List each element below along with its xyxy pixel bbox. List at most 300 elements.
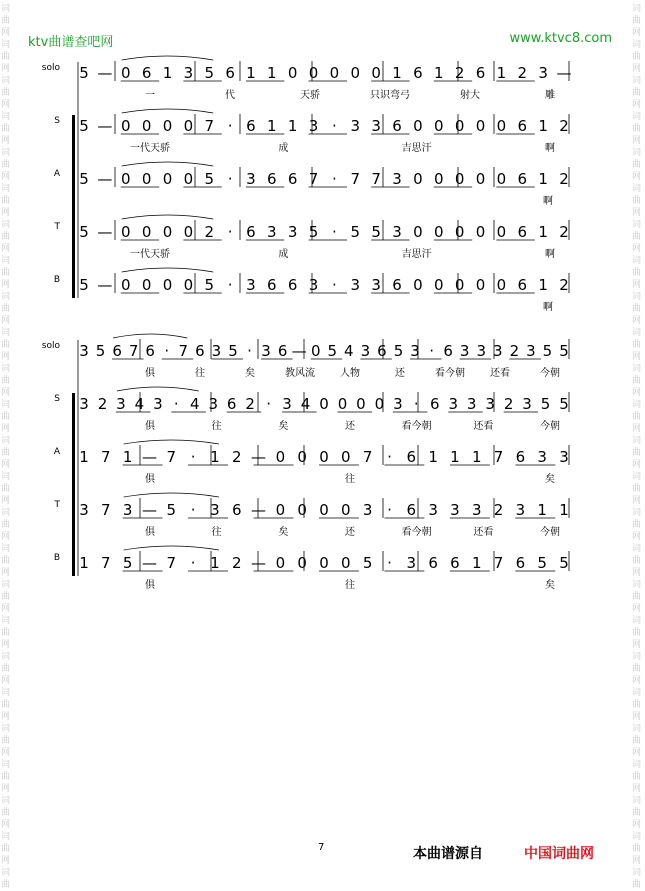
lyric-text: 往 — [211, 421, 222, 432]
watermark-char: 网 — [1, 28, 11, 38]
watermark-char: 词 — [632, 760, 642, 770]
watermark-char: 网 — [1, 100, 11, 110]
watermark-char: 曲 — [1, 232, 11, 242]
watermark-char: 词 — [1, 256, 11, 266]
watermark-char: 词 — [632, 184, 642, 194]
note-digit: 6 — [515, 554, 526, 572]
watermark-char: 网 — [632, 604, 642, 614]
note-digit: 2 — [559, 170, 569, 188]
note-digit: 2 — [517, 64, 528, 82]
lyric-text: 还看 — [473, 421, 494, 432]
watermark-char: 曲 — [1, 880, 11, 890]
note-digit: 3 — [79, 395, 89, 413]
watermark-char: 词 — [1, 832, 11, 842]
watermark-char: 词 — [1, 796, 11, 806]
lyric-text: 成 — [278, 143, 289, 154]
slur-arc — [122, 162, 213, 166]
note-digit: 6 — [377, 342, 387, 360]
note-digit: 3 — [392, 170, 402, 188]
watermark-char: 网 — [632, 568, 642, 578]
note-digit: · — [413, 395, 419, 413]
lyric-text: 俱 — [145, 527, 155, 538]
note-digit: 0 — [162, 223, 173, 241]
note-digit: 0 — [141, 276, 152, 294]
note-digit: 5 — [393, 342, 404, 360]
note-digit: 2 — [503, 395, 514, 413]
note-digit: 5 — [371, 223, 381, 241]
watermark-char: 网 — [632, 316, 642, 326]
note-digit: 5 — [79, 223, 89, 241]
lyric-text: 俱 — [145, 368, 155, 379]
note-digit: 3 — [183, 64, 194, 82]
note-digit: 0 — [319, 448, 329, 466]
watermark-char: 词 — [1, 760, 11, 770]
watermark-char: 曲 — [1, 772, 11, 782]
note-digit: 6 — [141, 64, 152, 82]
note-digit: 3 — [466, 395, 477, 413]
watermark-char: 网 — [632, 244, 642, 254]
watermark-char: 曲 — [632, 196, 642, 206]
note-digit: 0 — [371, 64, 381, 82]
lyric-text: 天骄 — [300, 90, 320, 101]
watermark-char: 词 — [632, 76, 642, 86]
lyric-text: 矣 — [545, 474, 555, 485]
note-digit: — — [291, 342, 307, 360]
watermark-char: 曲 — [1, 160, 11, 170]
watermark-char: 词 — [1, 292, 11, 302]
note-digit: — — [556, 64, 572, 82]
note-digit: 0 — [162, 276, 173, 294]
note-digit: 3 — [459, 342, 470, 360]
note-digit: · — [227, 170, 233, 188]
note-digit: 0 — [341, 501, 351, 519]
watermark-char: 词 — [632, 220, 642, 230]
watermark-char: 网 — [632, 424, 642, 434]
note-digit: 0 — [287, 64, 298, 82]
note-digit: 0 — [120, 117, 131, 135]
watermark-char: 网 — [632, 784, 642, 794]
note-digit: 1 — [538, 170, 548, 188]
watermark-char: 曲 — [632, 268, 642, 278]
note-digit: — — [97, 223, 113, 241]
note-digit: · — [332, 223, 337, 241]
watermark-char: 网 — [1, 352, 11, 362]
note-digit: — — [141, 448, 157, 466]
note-digit: 6 — [450, 554, 460, 572]
watermark-char: 网 — [632, 136, 642, 146]
note-digit: 0 — [319, 501, 329, 519]
watermark-char: 曲 — [632, 484, 642, 494]
note-digit: 0 — [475, 170, 486, 188]
note-digit: 5 — [95, 342, 106, 360]
note-digit: 0 — [275, 501, 286, 519]
note-digit: 6 — [287, 276, 298, 294]
note-digit: 0 — [310, 342, 321, 360]
note-digit: 1 — [537, 501, 547, 519]
choir-bracket — [72, 393, 75, 576]
lyric-text: 俱 — [145, 474, 155, 485]
watermark-char: 曲 — [632, 16, 642, 26]
note-digit: 7 — [493, 554, 504, 572]
note-digit: 0 — [275, 448, 286, 466]
note-digit: 6 — [246, 117, 256, 135]
note-digit: 1 — [79, 448, 89, 466]
note-digit: 5 — [79, 117, 89, 135]
note-digit: · — [227, 223, 233, 241]
note-digit: 1 — [210, 448, 220, 466]
note-digit: 7 — [101, 554, 111, 572]
lyric-text: 一 — [145, 90, 155, 101]
lyric-text: 俱 — [145, 580, 155, 591]
note-digit: 3 — [153, 395, 163, 413]
note-digit: 3 — [246, 276, 256, 294]
lyric-text: 吉思汗 — [401, 143, 432, 154]
note-digit: 3 — [308, 276, 319, 294]
watermark-char: 曲 — [632, 736, 642, 746]
note-digit: 6 — [267, 170, 277, 188]
note-digit: 3 — [476, 342, 487, 360]
watermark-char: 曲 — [1, 268, 11, 278]
slur-arc — [122, 109, 213, 113]
slur-arc — [122, 268, 213, 272]
watermark-char: 网 — [632, 64, 642, 74]
note-digit: · — [332, 276, 337, 294]
note-digit: 1 — [434, 64, 444, 82]
note-digit: · — [387, 554, 392, 572]
watermark-char: 曲 — [632, 52, 642, 62]
note-digit: 0 — [475, 117, 486, 135]
note-digit: 1 — [559, 501, 569, 519]
note-digit: 0 — [496, 170, 507, 188]
note-digit: 1 — [471, 554, 482, 572]
note-digit: 2 — [559, 276, 569, 294]
note-digit: 3 — [308, 117, 319, 135]
note-digit: 2 — [204, 223, 214, 241]
lyric-text: 人物 — [340, 368, 360, 379]
note-digit: 7 — [371, 170, 381, 188]
slur-arc — [124, 493, 219, 497]
watermark-char: 曲 — [1, 88, 11, 98]
slur-arc — [124, 546, 219, 550]
note-digit: 7 — [204, 117, 214, 135]
watermark-char: 曲 — [632, 160, 642, 170]
note-digit: 7 — [101, 448, 111, 466]
lyric-text: 矣 — [245, 368, 255, 379]
note-digit: 0 — [496, 276, 507, 294]
watermark-char: 网 — [1, 496, 11, 506]
watermark-char: 词 — [632, 40, 642, 50]
watermark-char: 网 — [1, 676, 11, 686]
note-digit: 7 — [101, 501, 111, 519]
note-digit: 0 — [434, 117, 444, 135]
note-digit: 7 — [493, 448, 504, 466]
note-digit: — — [141, 501, 157, 519]
watermark-char: 网 — [632, 352, 642, 362]
note-digit: 1 — [538, 276, 548, 294]
watermark-char: 词 — [1, 580, 11, 590]
lyric-text: 还 — [395, 368, 405, 379]
watermark-char: 词 — [632, 652, 642, 662]
watermark-char: 网 — [1, 604, 11, 614]
note-digit: 0 — [162, 170, 173, 188]
note-digit: · — [332, 170, 337, 188]
watermark-char: 网 — [1, 172, 11, 182]
watermark-char: 曲 — [632, 88, 642, 98]
note-digit: 3 — [261, 342, 271, 360]
note-digit: 6 — [225, 64, 235, 82]
watermark-char: 词 — [1, 724, 11, 734]
watermark-char: 词 — [632, 472, 642, 482]
note-digit: 0 — [434, 276, 444, 294]
note-digit: 5 — [204, 64, 214, 82]
voice-label: S — [54, 394, 60, 404]
note-digit: 1 — [392, 64, 402, 82]
watermark-char: 网 — [632, 820, 642, 830]
note-digit: 5 — [362, 554, 373, 572]
note-digit: 6 — [443, 342, 453, 360]
lyric-text: 往 — [211, 527, 222, 538]
voice-label: A — [53, 447, 60, 457]
note-digit: 0 — [454, 170, 465, 188]
note-digit: 5 — [79, 170, 89, 188]
note-digit: 3 — [360, 342, 371, 360]
note-digit: 0 — [434, 223, 444, 241]
note-digit: 2 — [97, 395, 108, 413]
slur-arc — [124, 440, 219, 444]
watermark-char: 词 — [632, 724, 642, 734]
watermark-char: 词 — [632, 328, 642, 338]
lyric-text: 今朝 — [540, 421, 560, 432]
note-digit: 0 — [413, 223, 423, 241]
note-digit: 0 — [297, 554, 307, 572]
note-digit: · — [387, 448, 392, 466]
note-digit: 3 — [267, 223, 277, 241]
note-digit: 2 — [245, 395, 255, 413]
note-digit: 3 — [350, 276, 361, 294]
note-digit: 0 — [434, 170, 444, 188]
lyric-text: 射大 — [460, 90, 480, 101]
note-digit: 0 — [297, 448, 307, 466]
note-digit: 1 — [538, 223, 548, 241]
note-digit: 0 — [350, 64, 361, 82]
note-digit: 3 — [371, 117, 381, 135]
note-digit: 0 — [319, 395, 329, 413]
watermark-char: 曲 — [632, 448, 642, 458]
note-digit: 3 — [116, 395, 126, 413]
watermark-char: 网 — [632, 208, 642, 218]
note-digit: — — [97, 64, 113, 82]
note-digit: 6 — [517, 223, 528, 241]
watermark-char: 曲 — [632, 772, 642, 782]
lyric-text: 看今朝 — [401, 421, 432, 432]
note-digit: — — [251, 448, 267, 466]
note-digit: 4 — [189, 395, 200, 413]
watermark-char: 词 — [1, 40, 11, 50]
watermark-char: 词 — [1, 508, 11, 518]
watermark-char: 曲 — [1, 124, 11, 134]
watermark-char: 网 — [1, 208, 11, 218]
lyric-text: 还看 — [490, 368, 510, 379]
note-digit: 6 — [392, 276, 402, 294]
note-digit: 1 — [162, 64, 173, 82]
watermark-char: 网 — [1, 136, 11, 146]
note-digit: 3 — [79, 501, 89, 519]
footer-site-name: 中国词曲网 — [524, 846, 594, 862]
lyric-text: 矣 — [545, 580, 555, 591]
lyric-text: 今朝 — [540, 527, 560, 538]
lyric-text: 今朝 — [540, 368, 560, 379]
watermark-char: 曲 — [632, 556, 642, 566]
note-digit: 1 — [246, 64, 256, 82]
note-digit: — — [251, 501, 267, 519]
note-digit: 6 — [429, 395, 440, 413]
watermark-char: 曲 — [1, 448, 11, 458]
note-digit: 6 — [277, 342, 288, 360]
note-digit: 0 — [454, 276, 465, 294]
note-digit: 7 — [166, 448, 177, 466]
watermark-char: 曲 — [1, 16, 11, 26]
note-digit: 0 — [341, 554, 351, 572]
note-digit: 0 — [297, 501, 307, 519]
note-digit: · — [164, 342, 170, 360]
watermark-char: 曲 — [632, 376, 642, 386]
note-digit: · — [227, 117, 233, 135]
note-digit: 7 — [166, 554, 177, 572]
watermark-char: 词 — [632, 436, 642, 446]
note-digit: 7 — [178, 342, 189, 360]
note-digit: · — [227, 276, 233, 294]
watermark-char: 曲 — [1, 556, 11, 566]
watermark-char: 网 — [632, 100, 642, 110]
lyric-text: 俱 — [145, 421, 155, 432]
note-digit: 1 — [79, 554, 89, 572]
watermark-char: 网 — [632, 28, 642, 38]
note-digit: 6 — [515, 448, 526, 466]
note-digit: 0 — [141, 223, 152, 241]
note-digit: 3 — [538, 64, 548, 82]
slur-arc — [122, 56, 213, 60]
watermark-char: 词 — [632, 616, 642, 626]
watermark-char: 词 — [1, 148, 11, 158]
watermark-char: 词 — [1, 652, 11, 662]
watermark-char: 网 — [1, 820, 11, 830]
note-digit: 2 — [231, 554, 242, 572]
watermark-char: 曲 — [1, 700, 11, 710]
note-digit: 3 — [410, 342, 420, 360]
watermark-char: 网 — [1, 712, 11, 722]
lyric-text: 雕 — [545, 90, 555, 101]
note-digit: 3 — [210, 501, 220, 519]
note-digit: 3 — [471, 501, 482, 519]
note-digit: 4 — [344, 342, 354, 360]
note-digit: 1 — [538, 117, 548, 135]
note-digit: 5 — [228, 342, 238, 360]
watermark-char: 曲 — [632, 628, 642, 638]
watermark-char: 词 — [632, 796, 642, 806]
note-digit: 6 — [112, 342, 122, 360]
note-digit: 0 — [413, 117, 423, 135]
watermark-char: 词 — [1, 544, 11, 554]
lyric-text: 往 — [345, 474, 355, 485]
note-digit: · — [387, 501, 392, 519]
choir-bracket — [72, 115, 75, 298]
watermark-char: 网 — [1, 532, 11, 542]
note-digit: 6 — [392, 117, 402, 135]
note-digit: 3 — [428, 501, 438, 519]
note-digit: 0 — [454, 117, 465, 135]
note-digit: 7 — [362, 448, 373, 466]
voice-label: T — [54, 500, 60, 510]
note-digit: 7 — [128, 342, 139, 360]
note-digit: 3 — [371, 276, 381, 294]
note-digit: 6 — [406, 501, 417, 519]
note-digit: 6 — [517, 276, 528, 294]
note-digit: 3 — [282, 395, 292, 413]
watermark-char: 词 — [1, 868, 11, 878]
note-digit: 3 — [246, 170, 256, 188]
watermark-char: 词 — [632, 508, 642, 518]
note-digit: 0 — [329, 64, 340, 82]
note-digit: 5 — [204, 276, 214, 294]
watermark-char: 网 — [1, 748, 11, 758]
note-digit: 1 — [210, 554, 220, 572]
watermark-char: 曲 — [1, 520, 11, 530]
voice-label: B — [53, 553, 60, 563]
lyric-text: 一代天骄 — [130, 249, 170, 260]
note-digit: 4 — [134, 395, 145, 413]
note-digit: 3 — [211, 342, 222, 360]
note-digit: 6 — [145, 342, 155, 360]
note-digit: 0 — [141, 170, 152, 188]
note-digit: 0 — [496, 117, 507, 135]
note-digit: 5 — [540, 395, 551, 413]
watermark-char: 网 — [1, 64, 11, 74]
note-digit: 6 — [406, 448, 417, 466]
watermark-char: 曲 — [1, 52, 11, 62]
watermark-char: 词 — [1, 76, 11, 86]
note-digit: 5 — [122, 554, 133, 572]
note-digit: 7 — [308, 170, 319, 188]
note-digit: 3 — [122, 501, 133, 519]
note-digit: 2 — [509, 342, 520, 360]
note-digit: · — [190, 501, 196, 519]
note-digit: 0 — [183, 170, 194, 188]
note-digit: 0 — [183, 223, 194, 241]
note-digit: 6 — [195, 342, 205, 360]
note-digit: · — [173, 395, 179, 413]
note-digit: 0 — [162, 117, 173, 135]
lyric-text: 代 — [225, 90, 235, 101]
note-digit: 6 — [475, 64, 486, 82]
watermark-char: 曲 — [1, 592, 11, 602]
watermark-char: 词 — [1, 112, 11, 122]
note-digit: 0 — [475, 223, 486, 241]
lyric-text: 啊 — [543, 302, 553, 313]
note-digit: 6 — [226, 395, 237, 413]
note-digit: 5 — [537, 554, 547, 572]
lyric-text: 啊 — [545, 143, 555, 154]
watermark-char: 曲 — [1, 412, 11, 422]
note-digit: 3 — [559, 448, 569, 466]
note-digit: 3 — [493, 342, 503, 360]
note-digit: 0 — [496, 223, 507, 241]
note-digit: 3 — [208, 395, 219, 413]
note-digit: 3 — [392, 223, 402, 241]
note-digit: 0 — [183, 276, 194, 294]
lyric-text: 啊 — [545, 249, 555, 260]
watermark-char: 网 — [632, 640, 642, 650]
note-digit: 2 — [493, 501, 504, 519]
